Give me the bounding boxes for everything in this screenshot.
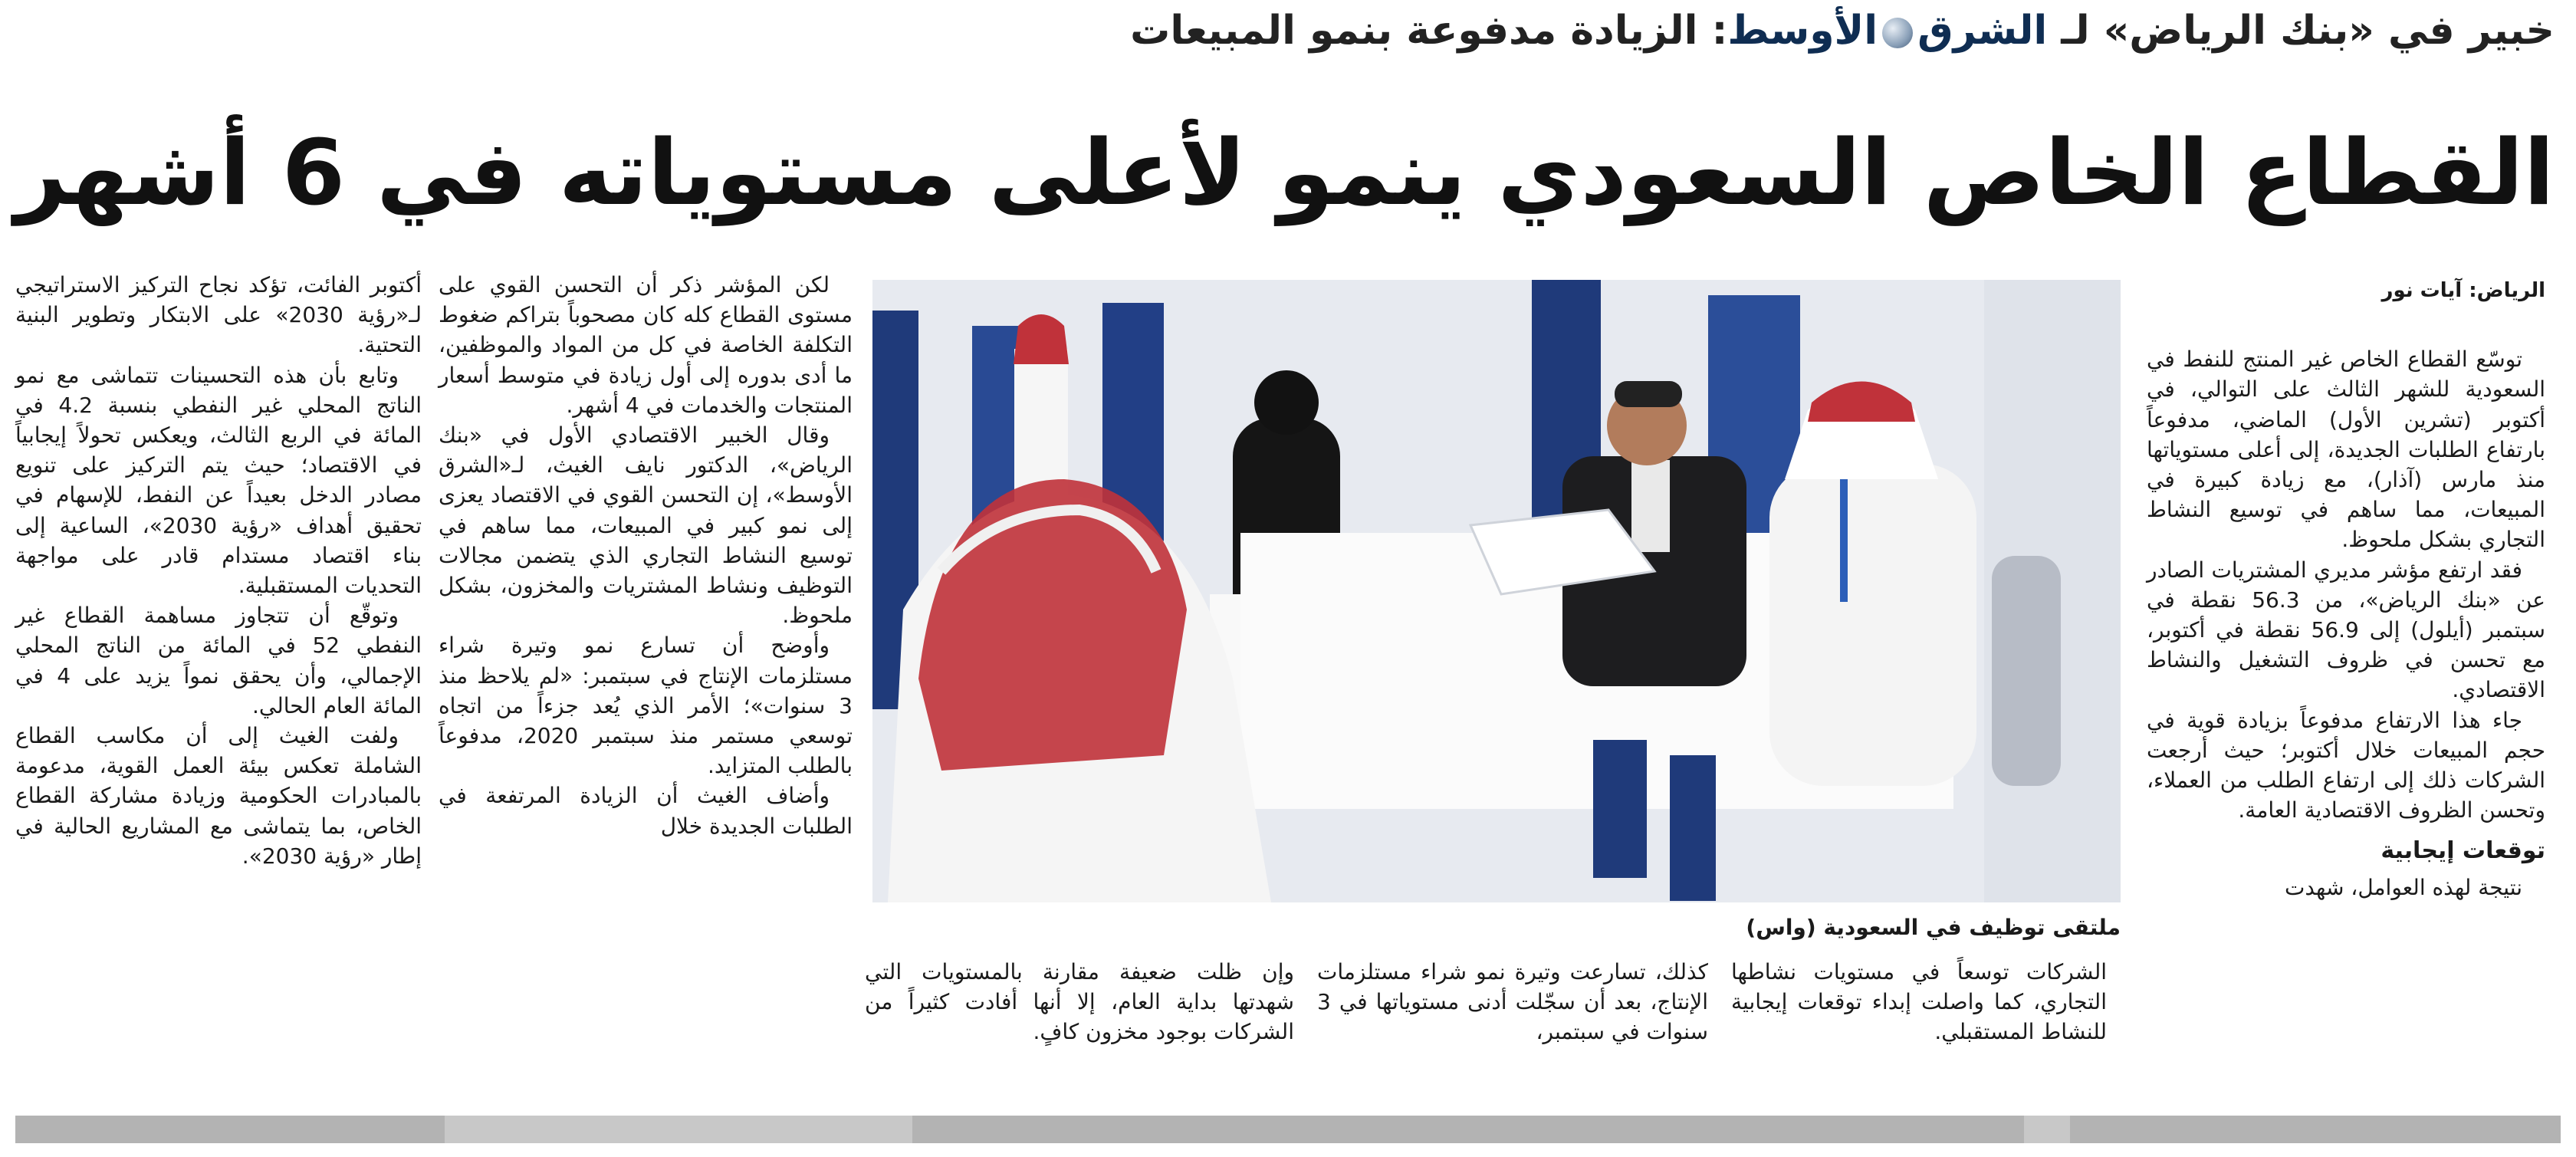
paragraph: توسّع القطاع الخاص غير المنتج للنفط في السعودية للشهر الثالث على التوالي، في أكتوبر (تشرين الأول) الماضي، مدفوعاً بارتفاع الطلبات الجديدة، إلى أعلى مستوياتها منذ مارس (آذار)، مع زيادة كبيرة في المبيعات، مما ساهم في توسيع النشاط التجاري بشكل ملحوظ. [2147,347,2545,553]
article-column-3 [15,270,422,1083]
article-column-2 [439,270,853,1083]
paragraph: الشركات توسعاً في مستويات نشاطها التجاري، كما واصلت إبداء توقعات إيجابية للنشاط المستقبلي. [1731,959,2107,1045]
article-headline: القطاع الخاص السعودي ينمو لأعلى مستوياته في 6 أشهر [14,120,2555,225]
section-subhead: توقعات إيجابية [2380,837,2545,865]
photo-caption: ملتقى توظيف في السعودية (واس) [1746,915,2121,940]
under-photo-column-2 [1317,957,1708,1110]
article-photo [872,280,2121,902]
paragraph: لكن المؤشر ذكر أن التحسن القوي على مستوى القطاع كله كان مصحوباً بتراكم ضغوط التكلفة الخاصة في كل من المواد والموظفين، ما أدى بدوره إلى أول زيادة في متوسط أسعار المنتجات والخدمات في 4 أشهر. [439,272,853,418]
paragraph: فقد ارتفع مؤشر مديري المشتريات الصادر عن «بنك الرياض»، من 56.3 نقطة في سبتمبر (أيلول) إلى 56.9 نقطة في أكتوبر، مع تحسن في ظروف التشغيل والنشاط الاقتصادي. [2147,557,2545,703]
globe-icon [1882,18,1913,48]
newspaper-brand-name: الشرقالأوسط [1727,8,2048,54]
article-column-1 [2147,276,2545,1089]
paragraph: نتيجة لهذه العوامل، شهدت [2284,874,2522,900]
job-fair-photo-illustration [872,280,2121,902]
paragraph: كذلك، تسارعت وتيرة نمو شراء مستلزمات الإنتاج، بعد أن سجّلت أدنى مستوياتها في 3 سنوات في سبتمبر، [1317,959,1708,1045]
byline: الرياض: آيات نور [2381,279,2545,302]
paragraph: وأوضح أن تسارع نمو وتيرة شراء مستلزمات الإنتاج في سبتمبر: «لم يلاحظ منذ 3 سنوات»؛ الأمر الذي يُعد جزءاً من اتجاه توسعي مستمر منذ سبتمبر 2020، مدفوعاً بالطلب المتزايد. [439,633,853,779]
paragraph: أكتوبر الفائت، تؤكد نجاح التركيز الاستراتيجي لـ«رؤية 2030» على الابتكار وتطوير البنية التحتية. [15,272,422,358]
under-photo-column-3 [865,957,1294,1110]
paragraph: وتوقّع أن تتجاوز مساهمة القطاع غير النفطي 52 في المائة من الناتج المحلي الإجمالي، وأن يحقق نمواً يزيد على 4 في المائة العام الحالي. [15,603,422,718]
paragraph: وأضاف الغيث أن الزيادة المرتفعة في الطلبات الجديدة خلال [439,783,853,839]
paragraph: وتابع بأن هذه التحسينات تتماشى مع نمو الناتج المحلي غير النفطي بنسبة 4.2 في المائة في الربع الثالث، ويعكس تحولاً إيجابياً في الاقتصاد؛ حيث يتم التركيز على تنويع مصادر الدخل بعيداً عن النفط، للإسهام في تحقيق أهداف «رؤية 2030»، الساعية إلى بناء اقتصاد مستدام قادر على مواجهة التحديات المستقبلية. [15,362,422,599]
kicker-line [1130,2,2555,63]
under-photo-column-1 [1731,957,2107,1110]
paragraph: جاء هذا الارتفاع مدفوعاً بزيادة قوية في حجم المبيعات خلال أكتوبر؛ حيث أرجعت الشركات ذلك إلى ارتفاع الطلب من العملاء، وتحسن الظروف الاقتصادية العامة. [2147,707,2545,823]
paragraph: ولفت الغيث إلى أن مكاسب القطاع الشاملة تعكس بيئة العمل القوية، مدعومة بالمبادرات الحكومية وزيادة مشاركة القطاع الخاص، بما يتماشى مع المشاريع الحالية في إطار «رؤية 2030». [15,723,422,869]
kicker-suffix: : الزيادة مدفوعة بنمو المبيعات [1130,8,1728,54]
footer-bar [15,1116,2561,1143]
paragraph: وإن ظلت ضعيفة مقارنة بالمستويات التي شهدتها بداية العام، إلا أنها أفادت كثيراً من الشركات بوجود مخزون كافٍ. [865,959,1294,1045]
paragraph: وقال الخبير الاقتصادي الأول في «بنك الرياض»، الدكتور نايف الغيث، لـ«الشرق الأوسط»، إن التحسن القوي في الاقتصاد يعزى إلى نمو كبير في المبيعات، مما ساهم في توسيع النشاط التجاري الذي يتضمن مجالات التوظيف ونشاط المشتريات والمخزون، بشكل ملحوظ. [439,422,853,629]
kicker-prefix: خبير في «بنك الرياض» لـ [2061,8,2555,54]
